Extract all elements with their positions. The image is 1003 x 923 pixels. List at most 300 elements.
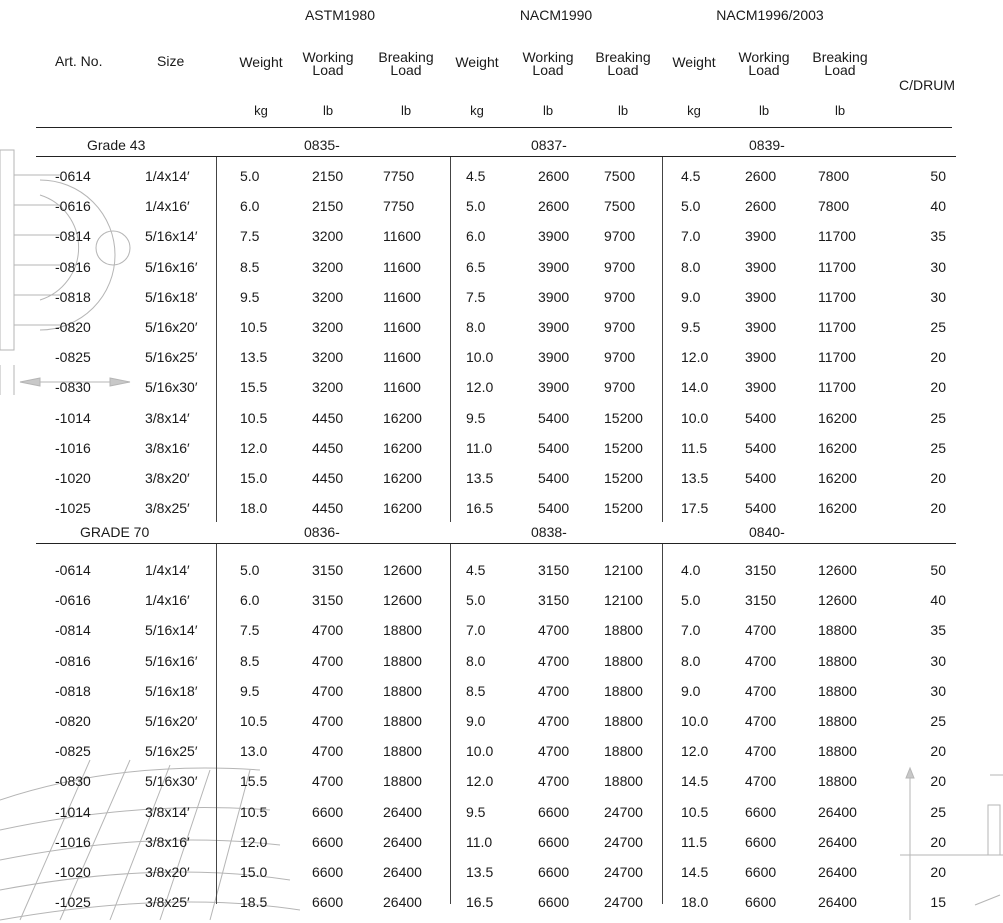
value-cell: 5.0 [466, 198, 486, 215]
value-cell: 6600 [312, 894, 344, 911]
value-cell: 4700 [745, 682, 777, 699]
value-cell: 13.0 [240, 743, 268, 760]
art-no-cell: -0616 [55, 592, 91, 609]
value-cell: 16200 [818, 500, 857, 517]
value-cell: 12600 [818, 562, 857, 578]
value-cell: 18.5 [240, 894, 268, 911]
value-cell: 12100 [604, 592, 643, 609]
value-cell: 4700 [538, 773, 570, 790]
art-prefix: 0836- [304, 524, 340, 540]
value-cell: 6600 [745, 894, 777, 911]
value-cell: 15200 [604, 409, 643, 426]
value-cell: 11.0 [466, 439, 493, 456]
value-cell: 4.5 [466, 168, 486, 184]
value-cell: 3150 [312, 562, 344, 578]
art-no-cell: -0816 [55, 652, 91, 669]
art-prefix: 0835- [304, 137, 340, 153]
value-cell: 4.5 [681, 168, 701, 184]
value-cell: 11600 [383, 379, 421, 396]
size-cell: 3/8x14′ [145, 803, 190, 820]
value-cell: 4700 [538, 622, 570, 639]
value-cell: 18.0 [240, 500, 268, 517]
value-cell: 3200 [312, 319, 344, 335]
value-cell: 9.5 [240, 288, 260, 305]
cdrum-cell: 15 [930, 894, 946, 911]
section-rule [36, 156, 956, 157]
value-cell: 5.0 [681, 592, 701, 609]
value-cell: 3200 [312, 258, 344, 275]
header-rule [36, 127, 952, 128]
value-cell: 10.5 [240, 319, 268, 335]
value-cell: 3900 [538, 319, 570, 335]
value-cell: 6600 [745, 864, 777, 880]
art-no-cell: -0816 [55, 258, 91, 275]
value-cell: 4700 [745, 622, 777, 639]
standard-title: ASTM1980 [304, 7, 376, 23]
value-cell: 18800 [818, 682, 857, 699]
value-cell: 7750 [383, 168, 415, 184]
value-cell: 7750 [383, 198, 415, 215]
value-cell: 18800 [383, 652, 422, 669]
value-cell: 18800 [818, 713, 857, 729]
value-cell: 8.5 [240, 258, 260, 275]
unit-working-load: lb [758, 103, 770, 118]
value-cell: 3900 [538, 258, 570, 275]
value-cell: 4700 [312, 713, 344, 729]
cdrum-cell: 30 [930, 652, 946, 669]
value-cell: 12.0 [466, 773, 494, 790]
value-cell: 12600 [383, 562, 422, 578]
value-cell: 4700 [538, 652, 570, 669]
value-cell: 3900 [745, 288, 777, 305]
value-cell: 11700 [818, 288, 856, 305]
column-separator [216, 157, 217, 522]
value-cell: 7.0 [681, 622, 701, 639]
grade-label: Grade 43 [87, 137, 146, 153]
size-cell: 5/16x18′ [145, 288, 198, 305]
value-cell: 18800 [604, 652, 643, 669]
value-cell: 5400 [745, 470, 777, 486]
value-cell: 10.0 [681, 713, 709, 729]
size-cell: 5/16x14′ [145, 622, 198, 639]
value-cell: 15.0 [240, 470, 268, 486]
value-cell: 6600 [538, 803, 570, 820]
value-cell: 7.5 [240, 622, 260, 639]
art-prefix: 0837- [531, 137, 567, 153]
art-no-cell: -0814 [55, 622, 91, 639]
value-cell: 6600 [312, 864, 344, 880]
size-cell: 1/4x16′ [145, 198, 190, 215]
value-cell: 7800 [818, 198, 850, 215]
value-cell: 5400 [745, 439, 777, 456]
value-cell: 7500 [604, 168, 636, 184]
unit-weight: kg [470, 103, 484, 118]
value-cell: 8.0 [466, 319, 486, 335]
size-cell: 5/16x14′ [145, 228, 198, 245]
section-rule [36, 543, 956, 544]
value-cell: 10.0 [466, 349, 494, 366]
value-cell: 11700 [818, 228, 856, 245]
size-cell: 3/8x20′ [145, 470, 190, 486]
value-cell: 16200 [383, 409, 422, 426]
value-cell: 4700 [745, 743, 777, 760]
value-cell: 10.5 [240, 409, 268, 426]
value-cell: 12100 [604, 562, 643, 578]
value-cell: 4700 [312, 682, 344, 699]
value-cell: 3150 [745, 562, 777, 578]
value-cell: 11.0 [466, 833, 493, 850]
value-cell: 26400 [383, 864, 422, 880]
art-no-cell: -1016 [55, 439, 91, 456]
value-cell: 15200 [604, 439, 643, 456]
value-cell: 11600 [383, 319, 421, 335]
unit-breaking-load: lb [834, 103, 846, 118]
value-cell: 7.0 [681, 228, 701, 245]
value-cell: 26400 [818, 833, 857, 850]
value-cell: 6.0 [240, 592, 260, 609]
value-cell: 16200 [383, 470, 422, 486]
art-no-cell: -1025 [55, 500, 91, 517]
column-separator [662, 157, 663, 522]
value-cell: 4700 [745, 713, 777, 729]
value-cell: 3900 [538, 349, 570, 366]
art-prefix: 0839- [749, 137, 785, 153]
value-cell: 5.0 [240, 562, 260, 578]
col-header-working-load: Working Load [522, 49, 574, 78]
value-cell: 16200 [383, 500, 422, 517]
art-no-cell: -1020 [55, 864, 91, 880]
value-cell: 26400 [383, 833, 422, 850]
size-cell: 5/16x16′ [145, 652, 198, 669]
value-cell: 11.5 [681, 833, 708, 850]
value-cell: 11600 [383, 228, 421, 245]
size-cell: 5/16x18′ [145, 682, 198, 699]
size-cell: 5/16x25′ [145, 743, 198, 760]
value-cell: 9.0 [681, 682, 701, 699]
value-cell: 26400 [818, 864, 857, 880]
unit-weight: kg [254, 103, 268, 118]
cdrum-cell: 35 [930, 622, 946, 639]
value-cell: 3900 [745, 349, 777, 366]
cdrum-cell: 20 [930, 379, 946, 396]
value-cell: 24700 [604, 864, 643, 880]
value-cell: 3900 [538, 379, 570, 396]
value-cell: 24700 [604, 803, 643, 820]
unit-breaking-load: lb [400, 103, 412, 118]
value-cell: 5400 [538, 500, 570, 517]
size-cell: 3/8x25′ [145, 500, 190, 517]
size-cell: 1/4x14′ [145, 562, 190, 578]
value-cell: 18800 [604, 773, 643, 790]
value-cell: 16.5 [466, 500, 494, 517]
value-cell: 9700 [604, 258, 636, 275]
value-cell: 26400 [818, 803, 857, 820]
art-no-cell: -0825 [55, 349, 91, 366]
value-cell: 18800 [383, 773, 422, 790]
standard-title: NACM1990 [519, 7, 593, 23]
value-cell: 3150 [745, 592, 777, 609]
value-cell: 2600 [745, 198, 777, 215]
value-cell: 24700 [604, 894, 643, 911]
value-cell: 2150 [312, 198, 344, 215]
value-cell: 3900 [745, 379, 777, 396]
cdrum-cell: 20 [930, 470, 946, 486]
value-cell: 4.5 [466, 562, 486, 578]
art-no-cell: -0820 [55, 319, 91, 335]
value-cell: 18800 [818, 773, 857, 790]
art-no-cell: -0825 [55, 743, 91, 760]
art-no-cell: -0818 [55, 288, 91, 305]
size-cell: 3/8x14′ [145, 409, 190, 426]
value-cell: 18800 [818, 743, 857, 760]
unit-breaking-load: lb [617, 103, 629, 118]
value-cell: 18800 [383, 682, 422, 699]
size-cell: 5/16x20′ [145, 713, 198, 729]
value-cell: 6.0 [466, 228, 486, 245]
col-header-breaking-load: Breaking Load [378, 49, 434, 78]
unit-working-load: lb [322, 103, 334, 118]
cdrum-cell: 50 [930, 562, 946, 578]
value-cell: 9.5 [240, 682, 260, 699]
value-cell: 12.0 [240, 439, 268, 456]
size-cell: 5/16x30′ [145, 773, 198, 790]
col-header-working-load: Working Load [738, 49, 790, 78]
cdrum-cell: 25 [930, 713, 946, 729]
cdrum-cell: 30 [930, 682, 946, 699]
value-cell: 9.5 [466, 409, 486, 426]
value-cell: 16200 [818, 439, 857, 456]
value-cell: 11700 [818, 258, 856, 275]
value-cell: 4450 [312, 470, 344, 486]
art-no-cell: -0830 [55, 379, 91, 396]
value-cell: 6.0 [240, 198, 260, 215]
value-cell: 6.5 [466, 258, 486, 275]
value-cell: 11700 [818, 319, 856, 335]
value-cell: 3200 [312, 288, 344, 305]
value-cell: 26400 [818, 894, 857, 911]
value-cell: 17.5 [681, 500, 709, 517]
art-no-cell: -1025 [55, 894, 91, 911]
value-cell: 9700 [604, 228, 636, 245]
col-header-breaking-load: Breaking Load [595, 49, 651, 78]
value-cell: 9.5 [466, 803, 486, 820]
value-cell: 9.0 [466, 713, 486, 729]
value-cell: 18800 [383, 743, 422, 760]
value-cell: 9700 [604, 319, 636, 335]
value-cell: 2150 [312, 168, 344, 184]
value-cell: 26400 [383, 803, 422, 820]
cdrum-cell: 30 [930, 258, 946, 275]
cdrum-cell: 20 [930, 743, 946, 760]
value-cell: 5400 [745, 500, 777, 517]
col-header-breaking-load: Breaking Load [812, 49, 868, 78]
cdrum-cell: 40 [930, 592, 946, 609]
value-cell: 3150 [312, 592, 344, 609]
value-cell: 5.0 [466, 592, 486, 609]
size-cell: 3/8x16′ [145, 439, 190, 456]
value-cell: 2600 [538, 168, 570, 184]
value-cell: 7800 [818, 168, 850, 184]
art-no-cell: -0614 [55, 168, 91, 184]
value-cell: 13.5 [681, 470, 709, 486]
value-cell: 3200 [312, 349, 344, 366]
cdrum-cell: 40 [930, 198, 946, 215]
col-header-weight: Weight [672, 54, 716, 70]
column-separator [662, 544, 663, 904]
col-header-cdrum: C/DRUM [899, 77, 955, 93]
art-no-cell: -1020 [55, 470, 91, 486]
value-cell: 4450 [312, 409, 344, 426]
value-cell: 6600 [538, 864, 570, 880]
size-cell: 3/8x20′ [145, 864, 190, 880]
size-cell: 1/4x16′ [145, 592, 190, 609]
value-cell: 10.5 [240, 803, 268, 820]
col-header-weight: Weight [455, 54, 499, 70]
value-cell: 11600 [383, 288, 421, 305]
value-cell: 13.5 [466, 864, 494, 880]
art-no-cell: -1014 [55, 409, 91, 426]
value-cell: 7.5 [240, 228, 260, 245]
value-cell: 16.5 [466, 894, 494, 911]
value-cell: 5.0 [681, 198, 701, 215]
size-cell: 5/16x25′ [145, 349, 198, 366]
art-no-cell: -0818 [55, 682, 91, 699]
value-cell: 10.0 [681, 409, 709, 426]
value-cell: 12600 [383, 592, 422, 609]
value-cell: 12.0 [681, 349, 709, 366]
value-cell: 9700 [604, 349, 636, 366]
col-header-working-load: Working Load [302, 49, 354, 78]
value-cell: 6600 [538, 894, 570, 911]
value-cell: 16200 [818, 409, 857, 426]
value-cell: 3900 [538, 288, 570, 305]
value-cell: 18.0 [681, 894, 709, 911]
cdrum-cell: 25 [930, 439, 946, 456]
value-cell: 11700 [818, 379, 856, 396]
value-cell: 4700 [538, 713, 570, 729]
value-cell: 12.0 [240, 833, 268, 850]
art-no-cell: -1014 [55, 803, 91, 820]
size-cell: 5/16x16′ [145, 258, 198, 275]
value-cell: 3150 [538, 592, 570, 609]
value-cell: 6600 [312, 803, 344, 820]
value-cell: 2600 [538, 198, 570, 215]
value-cell: 2600 [745, 168, 777, 184]
value-cell: 9700 [604, 379, 636, 396]
value-cell: 3200 [312, 379, 344, 396]
value-cell: 6600 [745, 803, 777, 820]
value-cell: 10.5 [681, 803, 709, 820]
art-no-cell: -0614 [55, 562, 91, 578]
value-cell: 15.5 [240, 379, 268, 396]
value-cell: 7.5 [466, 288, 486, 305]
standard-title: NACM1996/2003 [716, 7, 824, 23]
cdrum-cell: 25 [930, 319, 946, 335]
value-cell: 3900 [538, 228, 570, 245]
value-cell: 4700 [312, 622, 344, 639]
cdrum-cell: 20 [930, 833, 946, 850]
value-cell: 10.5 [240, 713, 268, 729]
value-cell: 3150 [538, 562, 570, 578]
value-cell: 5400 [538, 439, 570, 456]
grade-label: GRADE 70 [80, 524, 150, 540]
value-cell: 13.5 [466, 470, 494, 486]
value-cell: 14.5 [681, 773, 709, 790]
value-cell: 11700 [818, 349, 856, 366]
value-cell: 15.5 [240, 773, 268, 790]
art-no-cell: -1016 [55, 833, 91, 850]
value-cell: 18800 [383, 713, 422, 729]
value-cell: 4700 [745, 773, 777, 790]
value-cell: 5400 [538, 409, 570, 426]
value-cell: 3200 [312, 228, 344, 245]
value-cell: 13.5 [240, 349, 268, 366]
value-cell: 9.0 [681, 288, 701, 305]
value-cell: 4700 [312, 743, 344, 760]
value-cell: 8.0 [466, 652, 486, 669]
size-cell: 3/8x16′ [145, 833, 190, 850]
size-cell: 1/4x14′ [145, 168, 190, 184]
art-prefix: 0840- [749, 524, 785, 540]
cdrum-cell: 25 [930, 409, 946, 426]
value-cell: 18800 [604, 743, 643, 760]
column-separator [450, 544, 451, 904]
value-cell: 5400 [538, 470, 570, 486]
value-cell: 18800 [818, 622, 857, 639]
value-cell: 11600 [383, 258, 421, 275]
unit-working-load: lb [542, 103, 554, 118]
size-cell: 5/16x30′ [145, 379, 198, 396]
cdrum-cell: 50 [930, 168, 946, 184]
cdrum-cell: 20 [930, 773, 946, 790]
value-cell: 4700 [538, 682, 570, 699]
value-cell: 18800 [383, 622, 422, 639]
value-cell: 5.0 [240, 168, 260, 184]
value-cell: 4700 [745, 652, 777, 669]
col-header-art-no: Art. No. [55, 53, 103, 69]
value-cell: 24700 [604, 833, 643, 850]
art-no-cell: -0820 [55, 713, 91, 729]
value-cell: 26400 [383, 894, 422, 911]
value-cell: 14.0 [681, 379, 709, 396]
value-cell: 10.0 [466, 743, 494, 760]
value-cell: 4700 [538, 743, 570, 760]
value-cell: 8.5 [466, 682, 486, 699]
value-cell: 18800 [818, 652, 857, 669]
value-cell: 4700 [312, 652, 344, 669]
value-cell: 18800 [604, 622, 643, 639]
cdrum-cell: 20 [930, 864, 946, 880]
value-cell: 15200 [604, 500, 643, 517]
value-cell: 4.0 [681, 562, 701, 578]
value-cell: 9.5 [681, 319, 701, 335]
cdrum-cell: 35 [930, 228, 946, 245]
value-cell: 18800 [604, 713, 643, 729]
cdrum-cell: 30 [930, 288, 946, 305]
unit-weight: kg [687, 103, 701, 118]
value-cell: 16200 [818, 470, 857, 486]
size-cell: 5/16x20′ [145, 319, 198, 335]
art-no-cell: -0616 [55, 198, 91, 215]
value-cell: 8.5 [240, 652, 260, 669]
value-cell: 4700 [312, 773, 344, 790]
value-cell: 3900 [745, 258, 777, 275]
value-cell: 18800 [604, 682, 643, 699]
column-separator [450, 157, 451, 522]
value-cell: 5400 [745, 409, 777, 426]
value-cell: 3900 [745, 319, 777, 335]
value-cell: 9700 [604, 288, 636, 305]
